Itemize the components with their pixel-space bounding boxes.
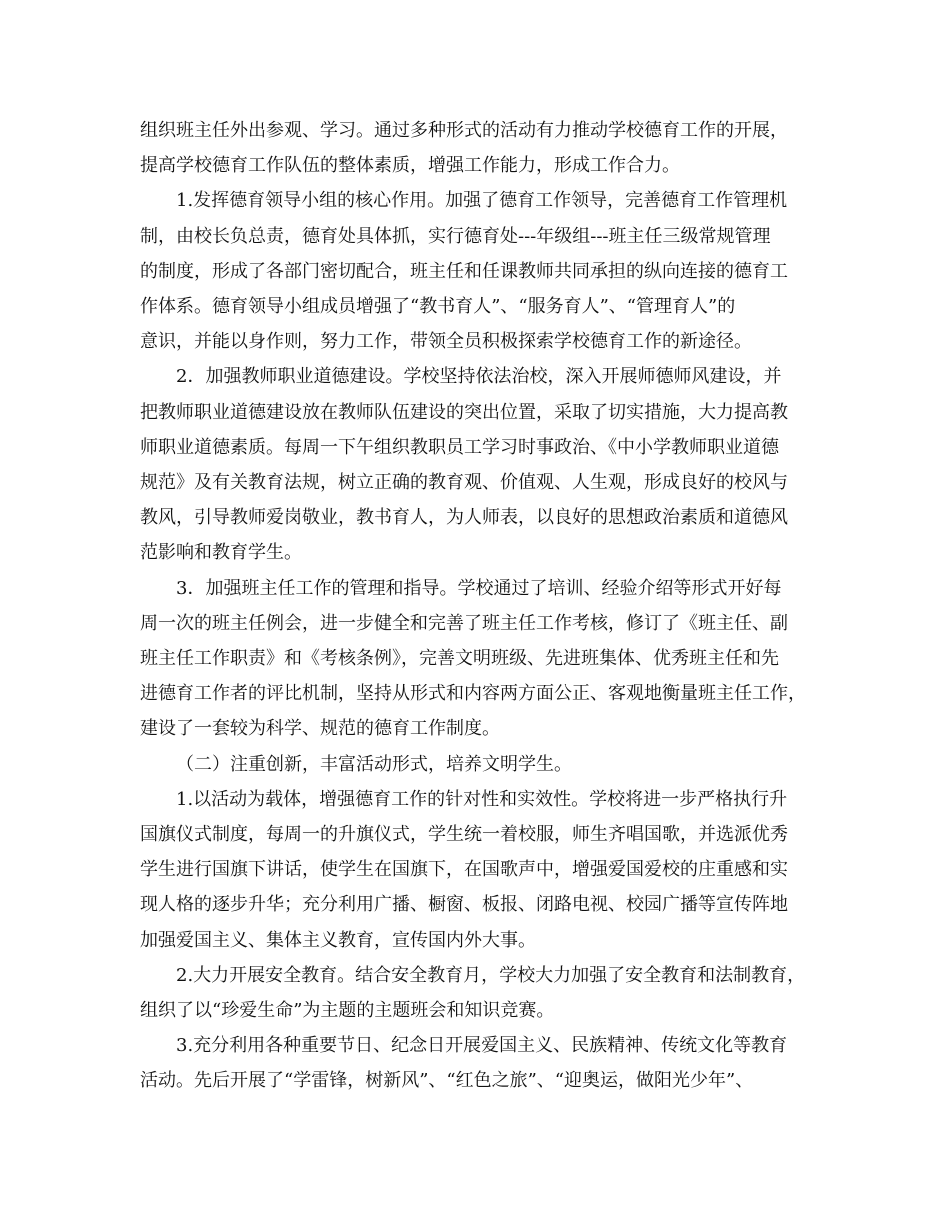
paragraph — [140, 782, 826, 958]
text-line: 现人格的逐步升华；充分利用广播、橱窗、板报、闭路电视、校园广播等宣传阵地 — [140, 894, 788, 916]
text-line: 提高学校德育工作队伍的整体素质，增强工作能力，形成工作合力。 — [140, 155, 680, 177]
paragraph — [140, 183, 826, 359]
text-line: 国旗仪式制度，每周一的升旗仪式，学生统一着校服，师生齐唱国歌，并选派优秀 — [140, 824, 788, 846]
text-line: 进德育工作者的评比机制，坚持从形式和内容两方面公正、客观地衡量班主任工作， — [140, 683, 806, 705]
text-line: 活动。先后开展了“学雷锋，树新风”、“红色之旅”、“迎奥运，做阳光少年”、 — [140, 1070, 754, 1092]
paragraph — [140, 571, 826, 747]
text-line: 1.以活动为载体，增强德育工作的针对性和实效性。学校将进一步严格执行升 — [176, 788, 788, 810]
body-text — [140, 113, 826, 1099]
text-line: 2．加强教师职业道德建设。学校坚持依法治校，深入开展师德师风建设，并 — [176, 366, 782, 388]
text-line: 周一次的班主任例会，进一步健全和完善了班主任工作考核，修订了《班主任、副 — [140, 612, 788, 634]
text-line: 教风，引导教师爱岗敬业，教书育人，为人师表，以良好的思想政治素质和道德风 — [140, 507, 788, 529]
paragraph — [140, 958, 826, 1028]
text-line: 组织班主任外出参观、学习。通过多种形式的活动有力推动学校德育工作的开展， — [140, 120, 788, 141]
text-line: 的制度，形成了各部门密切配合，班主任和任课教师共同承担的纵向连接的德育工 — [140, 260, 788, 282]
text-line: 制，由校长负总责，德育处具体抓，实行德育处---年级组---班主任三级常规管理 — [140, 225, 771, 247]
text-line: 把教师职业道德建设放在教师队伍建设的突出位置，采取了切实措施，大力提高教 — [140, 401, 788, 423]
text-line: 作体系。德育领导小组成员增强了“教书育人”、“服务育人”、“管理育人”的 — [140, 296, 736, 318]
text-line: 组织了以“珍爱生命”为主题的主题班会和知识竞赛。 — [140, 1000, 555, 1022]
text-line: 3.充分利用各种重要节日、纪念日开展爱国主义、民族精神、传统文化等教育 — [176, 1035, 788, 1057]
text-line: 师职业道德素质。每周一下午组织教职员工学习时事政治、《中小学教师职业道德 — [140, 436, 779, 458]
text-line: 规范》及有关教育法规，树立正确的教育观、价值观、人生观，形成良好的校风与 — [140, 472, 788, 494]
text-line: 学生进行国旗下讲话，使学生在国旗下，在国歌声中，增强爱国爱校的庄重感和实 — [140, 859, 788, 881]
paragraph — [140, 359, 826, 570]
text-line: 3．加强班主任工作的管理和指导。学校通过了培训、经验介绍等形式开好每 — [176, 577, 782, 599]
text-line: 意识，并能以身作则，努力工作，带领全员积极探索学校德育工作的新途径。 — [140, 331, 752, 353]
paragraph — [140, 747, 826, 782]
paragraph — [140, 113, 826, 183]
text-line: 1.发挥德育领导小组的核心作用。加强了德育工作领导，完善德育工作管理机 — [176, 190, 788, 212]
text-line: 建设了一套较为科学、规范的德育工作制度。 — [140, 718, 500, 740]
text-line: （二）注重创新，丰富活动形式，培养文明学生。 — [176, 753, 572, 775]
paragraph — [140, 1028, 826, 1098]
text-line: 2.大力开展安全教育。结合安全教育月，学校大力加强了安全教育和法制教育， — [176, 964, 806, 986]
text-line: 范影响和教育学生。 — [140, 542, 302, 564]
text-line: 班主任工作职责》和《考核条例》，完善文明班级、先进班集体、优秀班主任和先 — [140, 648, 779, 670]
text-line: 加强爱国主义、集体主义教育，宣传国内外大事。 — [140, 929, 536, 951]
